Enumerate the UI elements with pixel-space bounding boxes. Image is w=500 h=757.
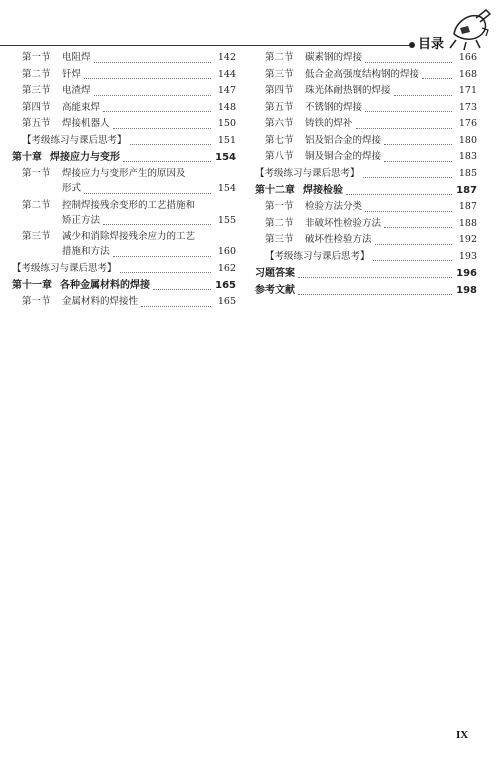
dot-leader bbox=[113, 127, 211, 129]
dot-leader bbox=[103, 223, 211, 225]
dot-leader bbox=[363, 176, 452, 178]
dot-leader bbox=[365, 61, 452, 63]
dot-leader bbox=[84, 192, 211, 194]
toc-review-entry[interactable]: 【考级练习与课后思考】 185 bbox=[255, 167, 477, 179]
dot-leader bbox=[130, 143, 211, 145]
dot-leader bbox=[94, 94, 211, 96]
header-title: 目录 bbox=[418, 37, 445, 52]
dot-leader bbox=[141, 305, 211, 307]
toc-entry[interactable]: 第一节 焊接应力与变形产生的原因及 bbox=[22, 168, 186, 179]
toc-left-column bbox=[12, 50, 236, 311]
toc-entry[interactable]: 第三节 电渣焊 147 bbox=[22, 85, 236, 96]
dot-leader bbox=[365, 110, 452, 112]
toc-entry[interactable]: 第四节 珠光体耐热钢的焊接 171 bbox=[265, 85, 477, 96]
toc-chapter-11[interactable]: 第十一章 各种金属材料的焊接 165 bbox=[12, 280, 236, 291]
dot-leader bbox=[373, 259, 452, 261]
header-bullet bbox=[409, 42, 415, 48]
toc-review-entry[interactable]: 【考级练习与课后思考】 151 bbox=[22, 134, 236, 146]
toc-entry[interactable]: 第八节 铜及铜合金的焊接 183 bbox=[265, 151, 477, 162]
toc-chapter-12[interactable]: 第十二章 焊接检验 187 bbox=[255, 185, 477, 196]
toc-answers[interactable]: 习题答案 196 bbox=[255, 268, 477, 279]
toc-entry-continued[interactable]: 矫正方法 155 bbox=[62, 214, 236, 226]
dot-leader bbox=[384, 160, 452, 162]
toc-entry[interactable]: 第五节 焊接机器人 150 bbox=[22, 118, 236, 129]
toc-review-entry[interactable]: 【考级练习与课后思考】 193 bbox=[265, 250, 477, 262]
toc-entry[interactable]: 第三节 减少和消除焊接残余应力的工艺 bbox=[22, 231, 196, 242]
toc-review-entry[interactable]: 【考级练习与课后思考】 162 bbox=[12, 262, 236, 274]
welder-mascot-icon bbox=[446, 4, 492, 52]
toc-chapter-10[interactable]: 第十章 焊接应力与变形 154 bbox=[12, 152, 236, 163]
page-number: IX bbox=[456, 729, 469, 741]
toc-references[interactable]: 参考文献 198 bbox=[255, 285, 477, 296]
dot-leader bbox=[384, 143, 452, 145]
toc-entry[interactable]: 第二节 非破坏性检验方法 188 bbox=[265, 217, 477, 229]
toc-entry[interactable]: 第二节 钎焊 144 bbox=[22, 68, 236, 80]
toc-entry[interactable]: 第六节 铸铁的焊补 176 bbox=[265, 118, 477, 129]
toc-entry[interactable]: 第二节 碳素钢的焊接 166 bbox=[265, 52, 477, 63]
dot-leader bbox=[298, 293, 452, 295]
toc-entry[interactable]: 第一节 电阻焊 142 bbox=[22, 52, 236, 63]
dot-leader bbox=[394, 94, 452, 96]
toc-entry[interactable]: 第三节 低合金高强度结构钢的焊接 168 bbox=[265, 68, 477, 80]
toc-entry[interactable]: 第一节 金属材料的焊接性 165 bbox=[22, 296, 236, 307]
dot-leader bbox=[356, 127, 452, 129]
dot-leader bbox=[153, 288, 211, 290]
dot-leader bbox=[120, 271, 211, 273]
toc-entry[interactable]: 第五节 不锈钢的焊接 173 bbox=[265, 101, 477, 113]
dot-leader bbox=[94, 61, 211, 63]
dot-leader bbox=[84, 77, 211, 79]
dot-leader bbox=[375, 243, 452, 245]
dot-leader bbox=[384, 226, 452, 228]
dot-leader bbox=[422, 77, 452, 79]
toc-entry[interactable]: 第四节 高能束焊 148 bbox=[22, 101, 236, 113]
toc-right-column bbox=[255, 50, 477, 299]
dot-leader bbox=[298, 276, 452, 278]
dot-leader bbox=[103, 110, 211, 112]
toc-entry[interactable]: 第一节 检验方法分类 187 bbox=[265, 201, 477, 212]
toc-entry[interactable]: 第三节 破坏性检验方法 192 bbox=[265, 234, 477, 245]
toc-entry-continued[interactable]: 形式 154 bbox=[62, 183, 236, 194]
toc-entry[interactable]: 第二节 控制焊接残余变形的工艺措施和 bbox=[22, 199, 196, 211]
toc-entry-continued[interactable]: 措施和方法 160 bbox=[62, 246, 236, 257]
dot-leader bbox=[346, 193, 452, 195]
dot-leader bbox=[113, 255, 211, 257]
dot-leader bbox=[123, 160, 211, 162]
toc-entry[interactable]: 第七节 铝及铝合金的焊接 180 bbox=[265, 134, 477, 146]
header-rule bbox=[0, 45, 412, 46]
dot-leader bbox=[365, 210, 452, 212]
